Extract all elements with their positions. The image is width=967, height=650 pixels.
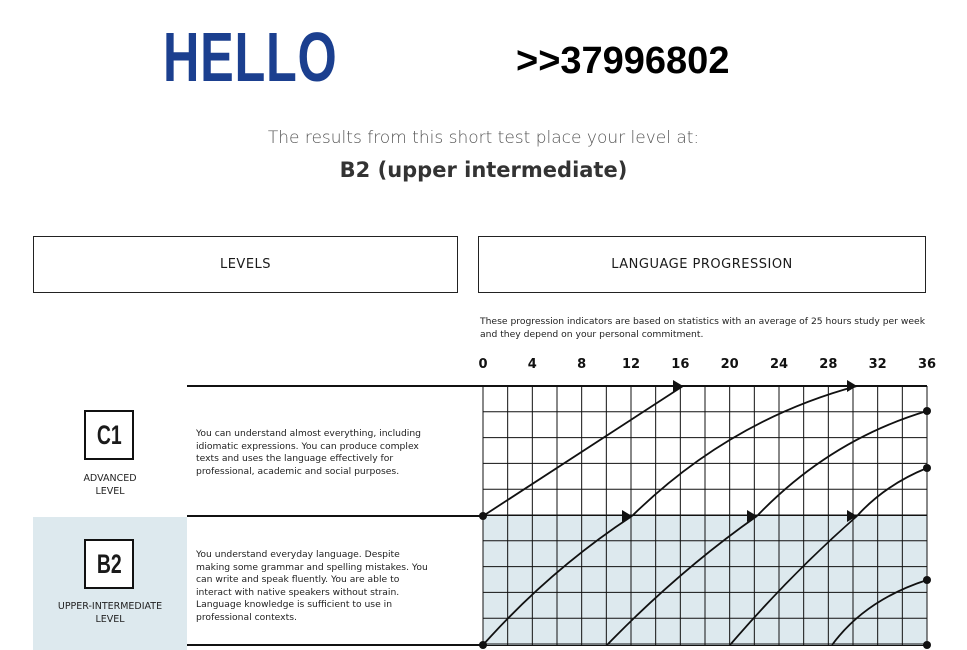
b2-level-name-line2: LEVEL bbox=[95, 614, 125, 625]
x-tick-label: 36 bbox=[917, 357, 937, 372]
curve-start-dot bbox=[923, 576, 931, 584]
c1-level-name-line2: LEVEL bbox=[95, 486, 125, 497]
x-tick-label: 32 bbox=[868, 357, 887, 372]
b2-badge-label: B2 bbox=[96, 548, 122, 579]
b2-level-name-line1: UPPER-INTERMEDIATE bbox=[57, 601, 163, 612]
x-tick-label: 16 bbox=[671, 357, 690, 372]
x-tick-label: 24 bbox=[769, 357, 789, 372]
c1-badge-label: C1 bbox=[96, 419, 122, 450]
result-level: B2 (upper intermediate) bbox=[339, 158, 628, 182]
c1-level-name-line1: ADVANCED bbox=[83, 473, 137, 484]
levels-header: LEVELS bbox=[33, 236, 458, 293]
result-intro: The results from this short test place your level at: bbox=[267, 128, 700, 148]
x-tick-label: 8 bbox=[577, 357, 587, 372]
x-tick-label: 12 bbox=[621, 357, 641, 372]
curve-end-dot bbox=[923, 641, 931, 649]
progression-header: LANGUAGE PROGRESSION bbox=[478, 236, 926, 293]
progression-curve bbox=[857, 468, 927, 516]
x-tick-label: 4 bbox=[527, 357, 537, 372]
curve-start-dot bbox=[479, 512, 487, 520]
curve-start-dot bbox=[479, 641, 487, 649]
x-tick-label: 20 bbox=[720, 357, 739, 372]
curve-start-dot bbox=[923, 464, 931, 472]
x-tick-label: 0 bbox=[478, 357, 488, 372]
progression-note: These progression indicators are based on statistics with an average of 25 hours study per week and they depend on your personal commitment. bbox=[480, 316, 926, 340]
c1-description: You can understand almost everything, including idiomatic expressions. You can produce complex texts and uses the language effectively for professional, academic and social purposes. bbox=[196, 428, 422, 477]
curve-start-dot bbox=[923, 407, 931, 415]
curve-arrowhead bbox=[847, 380, 857, 392]
hello-title: HELLO bbox=[163, 18, 338, 96]
x-tick-label: 28 bbox=[819, 357, 838, 372]
reference-code: >>37996802 bbox=[516, 40, 730, 82]
b2-description: You understand everyday language. Despite making some grammar and spelling mistakes. You can write and speak fluently. You are able to interact with native speakers without strain. Language knowledge is sufficient to use in professional contexts. bbox=[196, 549, 428, 623]
progression-curve bbox=[632, 386, 857, 516]
